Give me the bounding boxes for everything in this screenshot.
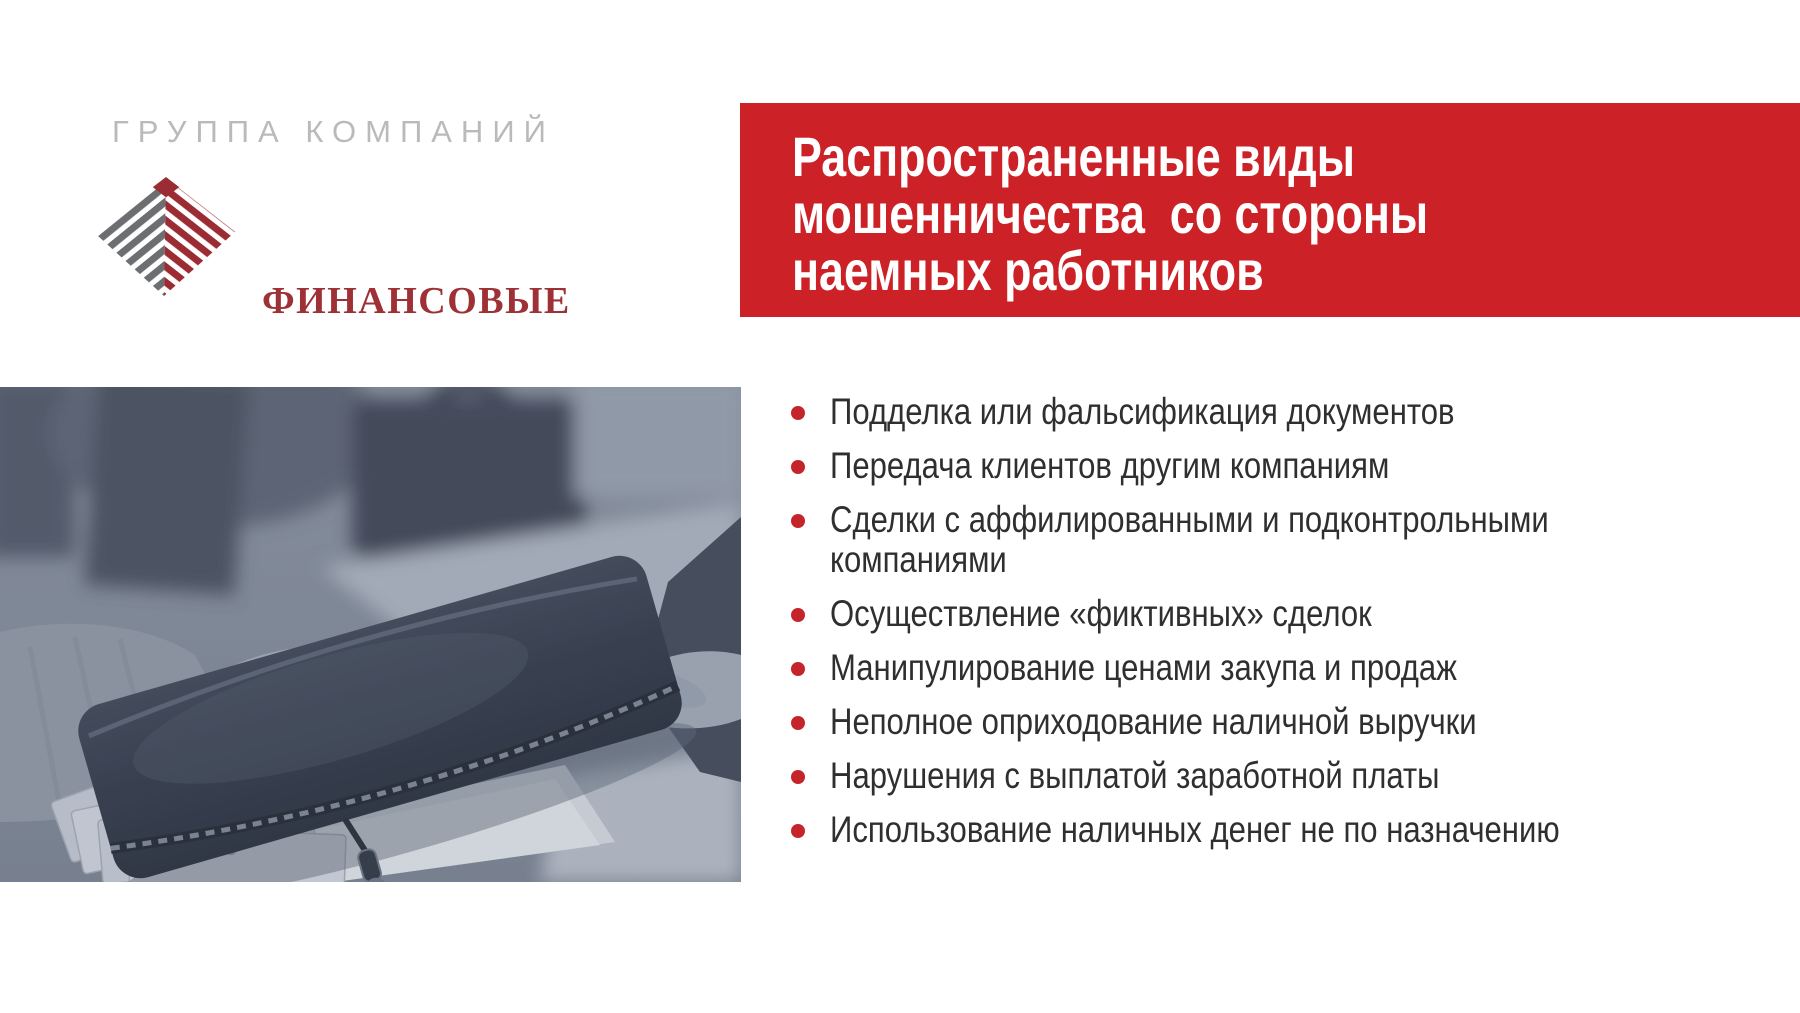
title-line-3: наемных работников bbox=[792, 239, 1264, 302]
fraud-types-list bbox=[780, 391, 1560, 864]
list-item-text: Подделка или фальсификация документов bbox=[830, 391, 1455, 432]
list-item bbox=[780, 756, 1540, 796]
pyramid-logo-icon bbox=[94, 176, 238, 298]
list-item-text: Осуществление «фиктивных» сделок bbox=[830, 593, 1372, 634]
list-item bbox=[780, 392, 1540, 432]
title-line-2: мошенничества со стороны bbox=[792, 182, 1429, 245]
logo-group-label: ГРУППА КОМПАНИЙ bbox=[112, 114, 555, 149]
list-item-text: Передача клиентов другим компаниям bbox=[830, 445, 1390, 486]
list-item-text: Сделки с аффилированными и подконтрольными bbox=[830, 499, 1549, 540]
bullet-icon bbox=[791, 716, 805, 730]
bullet-icon bbox=[791, 770, 805, 784]
bullet-icon bbox=[791, 608, 805, 622]
bullet-icon bbox=[791, 514, 805, 528]
list-item bbox=[780, 499, 1549, 580]
folder-money-photo bbox=[0, 387, 741, 882]
list-item-text: Использование наличных денег не по назначению bbox=[830, 809, 1560, 850]
slide-title-banner bbox=[740, 103, 1800, 317]
list-item bbox=[780, 648, 1540, 688]
bullet-icon bbox=[791, 460, 805, 474]
list-item bbox=[780, 809, 1560, 850]
list-item bbox=[780, 702, 1540, 742]
list-item-text: Нарушения с выплатой заработной платы bbox=[830, 755, 1440, 796]
list-item bbox=[780, 594, 1540, 634]
company-name-line1: ФИНАНСОВЫЕ bbox=[262, 280, 571, 322]
list-item bbox=[780, 446, 1540, 486]
list-item-text: Неполное оприходование наличной выручки bbox=[830, 701, 1477, 742]
title-line-1: Распространенные виды bbox=[792, 125, 1355, 188]
list-item-text: компаниями bbox=[830, 539, 1007, 580]
bullet-icon bbox=[791, 824, 805, 838]
list-item-text: Манипулирование ценами закупа и продаж bbox=[830, 647, 1457, 688]
bullet-icon bbox=[791, 406, 805, 420]
bullet-icon bbox=[791, 662, 805, 676]
